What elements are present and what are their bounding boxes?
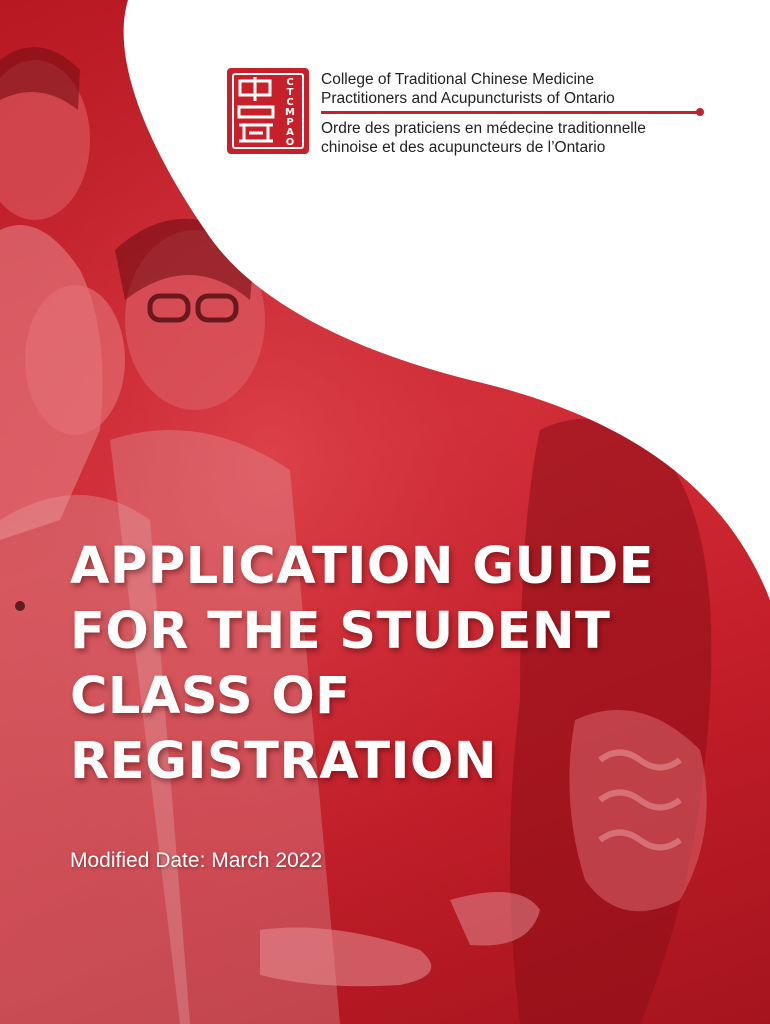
cover-title — [70, 534, 730, 794]
cover-title-line-2: FOR THE STUDENT — [70, 602, 611, 661]
ctcmpao-seal-icon — [226, 67, 310, 155]
cover-title-line-3: CLASS OF — [70, 667, 351, 726]
seal-letters: C — [286, 77, 294, 88]
college-name-french-line-1: Ordre des praticiens en médecine traditionnelle — [321, 120, 646, 137]
logo-divider-rule — [321, 111, 699, 114]
svg-text:P: P — [286, 117, 294, 128]
college-name-french — [321, 119, 711, 157]
svg-text:C: C — [286, 97, 294, 108]
college-name-english-line-1: College of Traditional Chinese Medicine — [321, 71, 595, 88]
college-name-english — [321, 70, 711, 108]
college-name-english-line-2: Practitioners and Acupuncturists of Ontario — [321, 90, 615, 107]
logo-divider-dot — [696, 108, 704, 116]
cover-title-line-4: REGISTRATION — [70, 732, 498, 791]
modified-date: Modified Date: March 2022 — [70, 849, 323, 872]
svg-text:A: A — [286, 127, 294, 138]
cover-title-line-1: APPLICATION GUIDE — [70, 537, 655, 596]
svg-text:M: M — [285, 107, 295, 118]
college-name-french-line-2: chinoise et des acupuncteurs de l’Ontario — [321, 139, 606, 156]
svg-text:T: T — [286, 87, 294, 98]
college-logo — [226, 67, 706, 162]
svg-text:O: O — [285, 137, 295, 148]
